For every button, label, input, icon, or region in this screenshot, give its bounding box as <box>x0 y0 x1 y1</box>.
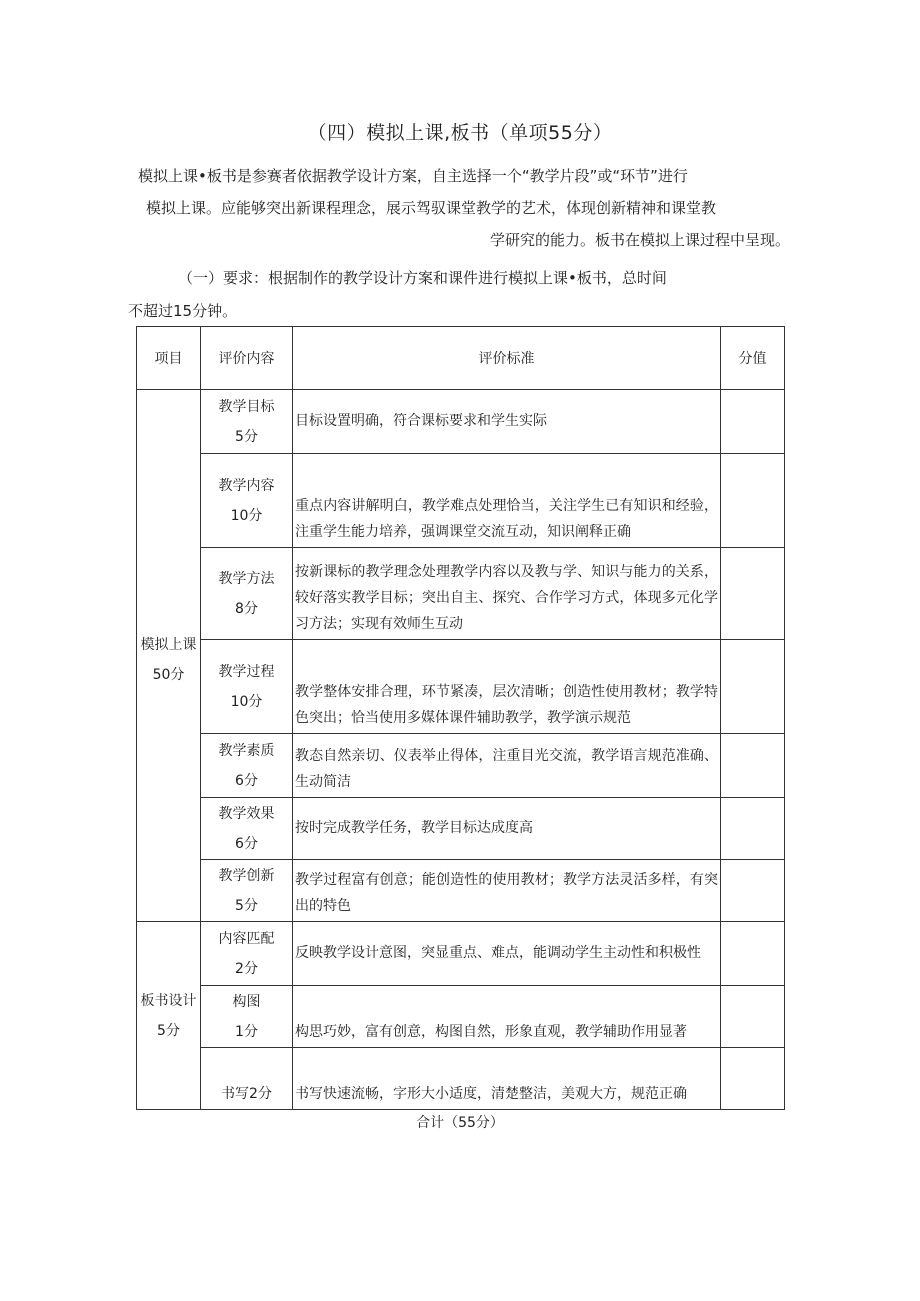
header-project: 项目 <box>137 327 201 390</box>
intro-paragraph <box>138 160 790 256</box>
item-cell <box>201 734 293 798</box>
score-cell[interactable] <box>721 798 785 860</box>
requirement-line-2: 不超过15分钟。 <box>128 302 238 320</box>
item-cell <box>201 548 293 640</box>
item-cell <box>201 798 293 860</box>
item-cell <box>201 390 293 454</box>
item-cell <box>201 860 293 922</box>
item-points: 5分 <box>235 897 258 914</box>
score-cell[interactable] <box>721 986 785 1048</box>
item-name: 构图 <box>232 993 261 1010</box>
item-name: 教学过程 <box>218 663 275 680</box>
header-content: 评价内容 <box>201 327 293 390</box>
score-cell[interactable] <box>721 1048 785 1110</box>
table-row <box>137 860 785 922</box>
item-name: 书写2分 <box>221 1086 272 1102</box>
criteria-cell: 教态自然亲切、仪表举止得体，注重目光交流，教学语言规范准确、生动简洁 <box>293 734 721 798</box>
intro-line-2: 模拟上课。应能够突出新课程理念，展示驾驭课堂教学的艺术，体现创新精神和课堂教 <box>146 199 717 217</box>
criteria-cell: 重点内容讲解明白，教学难点处理恰当，关注学生已有知识和经验，注重学生能力培养，强调课堂交流互动，知识阐释正确 <box>293 454 721 548</box>
score-cell[interactable] <box>721 734 785 798</box>
score-cell[interactable] <box>721 922 785 986</box>
score-cell[interactable] <box>721 860 785 922</box>
table-row <box>137 798 785 860</box>
item-name: 内容匹配 <box>218 930 275 947</box>
group-points: 5分 <box>157 1022 180 1039</box>
group-name: 模拟上课 <box>140 636 197 653</box>
group-points: 50分 <box>152 666 185 683</box>
criteria-cell: 按时完成教学任务，教学目标达成度高 <box>293 798 721 860</box>
group-cell-board-design <box>137 922 201 1110</box>
total-label: 合计（55分） <box>416 1115 504 1131</box>
table-row <box>137 640 785 734</box>
item-cell <box>201 454 293 548</box>
item-cell <box>201 922 293 986</box>
item-cell <box>201 986 293 1048</box>
score-cell[interactable] <box>721 640 785 734</box>
item-name: 教学方法 <box>218 570 275 587</box>
table-row <box>137 390 785 454</box>
item-name: 教学效果 <box>218 805 275 822</box>
criteria-cell: 按新课标的教学理念处理教学内容以及教与学、知识与能力的关系，较好落实教学目标；突出自主、探究、合作学习方式，体现多元化学习方法；实现有效师生互动 <box>293 548 721 640</box>
evaluation-table <box>136 326 785 1110</box>
criteria-cell: 教学过程富有创意；能创造性的使用教材；教学方法灵活多样，有突出的特色 <box>293 860 721 922</box>
item-points: 1分 <box>235 1023 258 1040</box>
table-row <box>137 922 785 986</box>
item-points: 10分 <box>230 693 263 710</box>
table-row <box>137 734 785 798</box>
item-points: 6分 <box>235 772 258 789</box>
group-name: 板书设计 <box>140 992 197 1009</box>
intro-line-3: 学研究的能力。板书在模拟上课过程中呈现。 <box>489 231 790 249</box>
table-row <box>137 548 785 640</box>
header-score: 分值 <box>721 327 785 390</box>
criteria-cell: 构思巧妙，富有创意，构图自然，形象直观，教学辅助作用显著 <box>293 986 721 1048</box>
requirement-line-1: （一）要求：根据制作的教学设计方案和课件进行模拟上课•板书，总时间 <box>178 269 667 287</box>
item-cell <box>201 640 293 734</box>
item-name: 教学目标 <box>218 398 275 415</box>
score-cell[interactable] <box>721 548 785 640</box>
item-points: 10分 <box>230 507 263 524</box>
table-header-row <box>137 327 785 390</box>
table-row <box>137 1048 785 1110</box>
item-name: 教学素质 <box>218 742 275 759</box>
group-cell-mock-lesson <box>137 390 201 922</box>
item-points: 6分 <box>235 835 258 852</box>
criteria-cell: 反映教学设计意图，突显重点、难点，能调动学生主动性和积极性 <box>293 922 721 986</box>
criteria-cell: 教学整体安排合理，环节紧凑，层次清晰；创造性使用教材；教学特色突出；恰当使用多媒体课件辅助教学，教学演示规范 <box>293 640 721 734</box>
criteria-cell: 书写快速流畅，字形大小适度，清楚整洁，美观大方，规范正确 <box>293 1048 721 1110</box>
item-points: 2分 <box>235 960 258 977</box>
score-cell[interactable] <box>721 390 785 454</box>
header-criteria: 评价标准 <box>293 327 721 390</box>
item-cell <box>201 1048 293 1110</box>
criteria-cell: 目标设置明确，符合课标要求和学生实际 <box>293 390 721 454</box>
score-cell[interactable] <box>721 454 785 548</box>
item-name: 教学创新 <box>218 867 275 884</box>
table-row <box>137 986 785 1048</box>
intro-line-1: 模拟上课•板书是参赛者依据教学设计方案，自主选择一个“教学片段”或“环节”进行 <box>138 167 688 185</box>
item-points: 5分 <box>235 428 258 445</box>
item-points: 8分 <box>235 600 258 617</box>
section-title: （四）模拟上课,板书（单项55分） <box>307 122 613 144</box>
table-row <box>137 454 785 548</box>
item-name: 教学内容 <box>218 477 275 494</box>
